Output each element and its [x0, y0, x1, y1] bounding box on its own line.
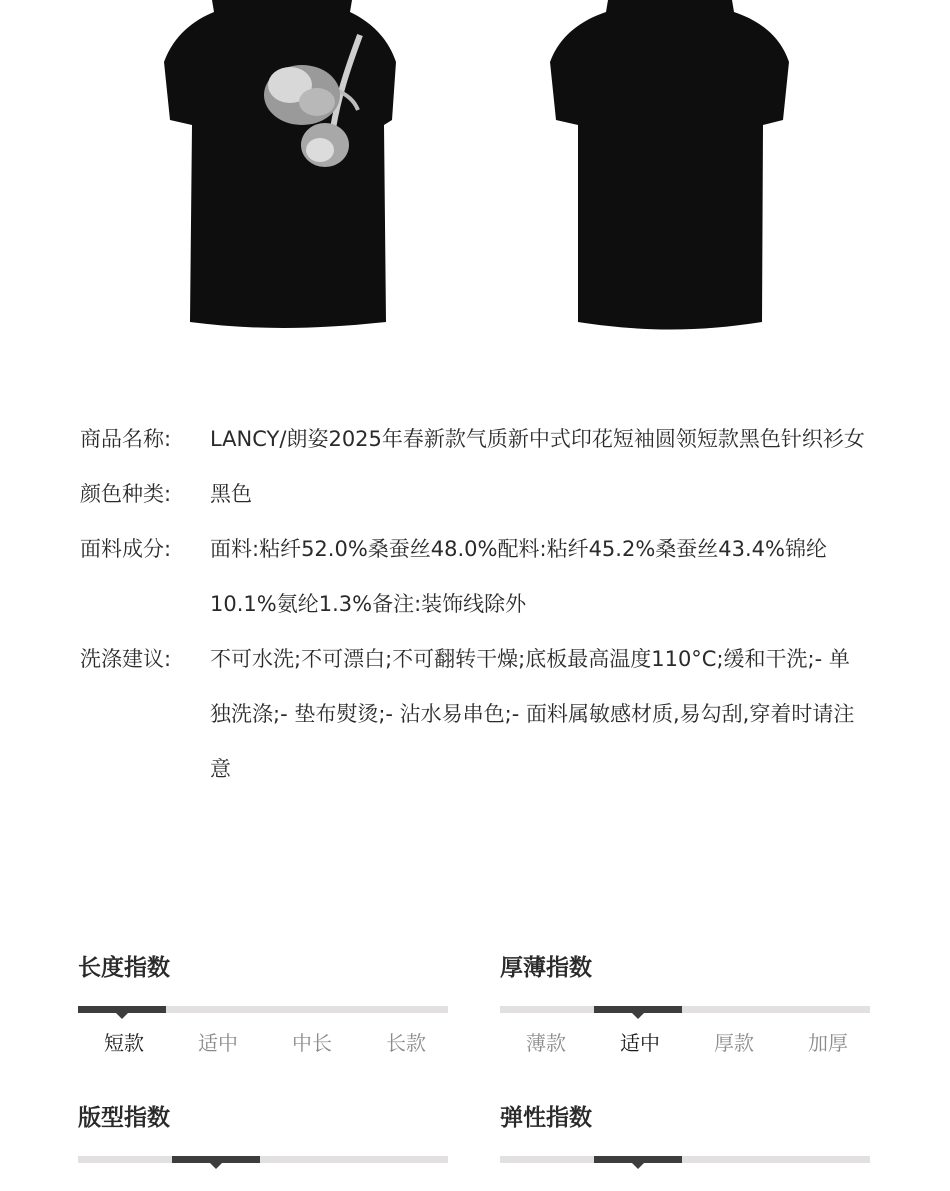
- index-indicator: [594, 1156, 682, 1163]
- detail-label: 洗涤建议:: [80, 647, 172, 671]
- index-option: 薄款: [526, 1031, 566, 1055]
- garment-front-image: [162, 0, 402, 332]
- detail-label: 面料成分:: [80, 537, 172, 561]
- detail-value: LANCY/朗姿2025年春新款气质新中式印花短袖圆领短款黑色针织衫女: [210, 427, 865, 451]
- detail-row-care: [80, 632, 880, 797]
- index-indicator: [78, 1006, 166, 1013]
- index-option: 厚款: [714, 1031, 754, 1055]
- index-title: 版型指数: [78, 1105, 170, 1131]
- thickness-index: [500, 948, 872, 1053]
- garment-back-image: [548, 0, 792, 332]
- detail-label: 颜色种类:: [80, 482, 172, 506]
- detail-row-color: [80, 467, 880, 522]
- detail-value: 面料:粘纤52.0%桑蚕丝48.0%配料:粘纤45.2%桑蚕丝43.4%锦纶10.1%氨纶1.3%备注:装饰线除外: [210, 537, 827, 616]
- index-option: 中长: [292, 1031, 332, 1055]
- index-option: 适中: [198, 1031, 238, 1055]
- detail-row-fabric: [80, 522, 880, 632]
- detail-value: 黑色: [210, 482, 252, 506]
- detail-row-name: [80, 412, 880, 467]
- index-title: 厚薄指数: [500, 955, 592, 981]
- index-option: 加厚: [808, 1031, 848, 1055]
- index-option: 短款: [104, 1031, 144, 1055]
- index-title: 弹性指数: [500, 1105, 592, 1131]
- product-info: [80, 412, 880, 797]
- index-title: 长度指数: [78, 955, 170, 981]
- index-indicator: [594, 1006, 682, 1013]
- index-option: 适中: [620, 1031, 660, 1055]
- elasticity-index: [500, 1098, 872, 1163]
- detail-value: 不可水洗;不可漂白;不可翻转干燥;底板最高温度110°C;缓和干洗;- 单独洗涤;- 垫布熨烫;- 沾水易串色;- 面料属敏感材质,易勾刮,穿着时请注意: [210, 647, 855, 781]
- index-indicator: [172, 1156, 260, 1163]
- detail-label: 商品名称:: [80, 427, 172, 451]
- index-option: 长款: [386, 1031, 426, 1055]
- index-track: [78, 1156, 448, 1163]
- product-images: [0, 0, 950, 340]
- index-track: [78, 1006, 448, 1013]
- length-index: [78, 948, 450, 1053]
- index-track: [500, 1156, 870, 1163]
- index-track: [500, 1006, 870, 1013]
- fit-index: [78, 1098, 450, 1163]
